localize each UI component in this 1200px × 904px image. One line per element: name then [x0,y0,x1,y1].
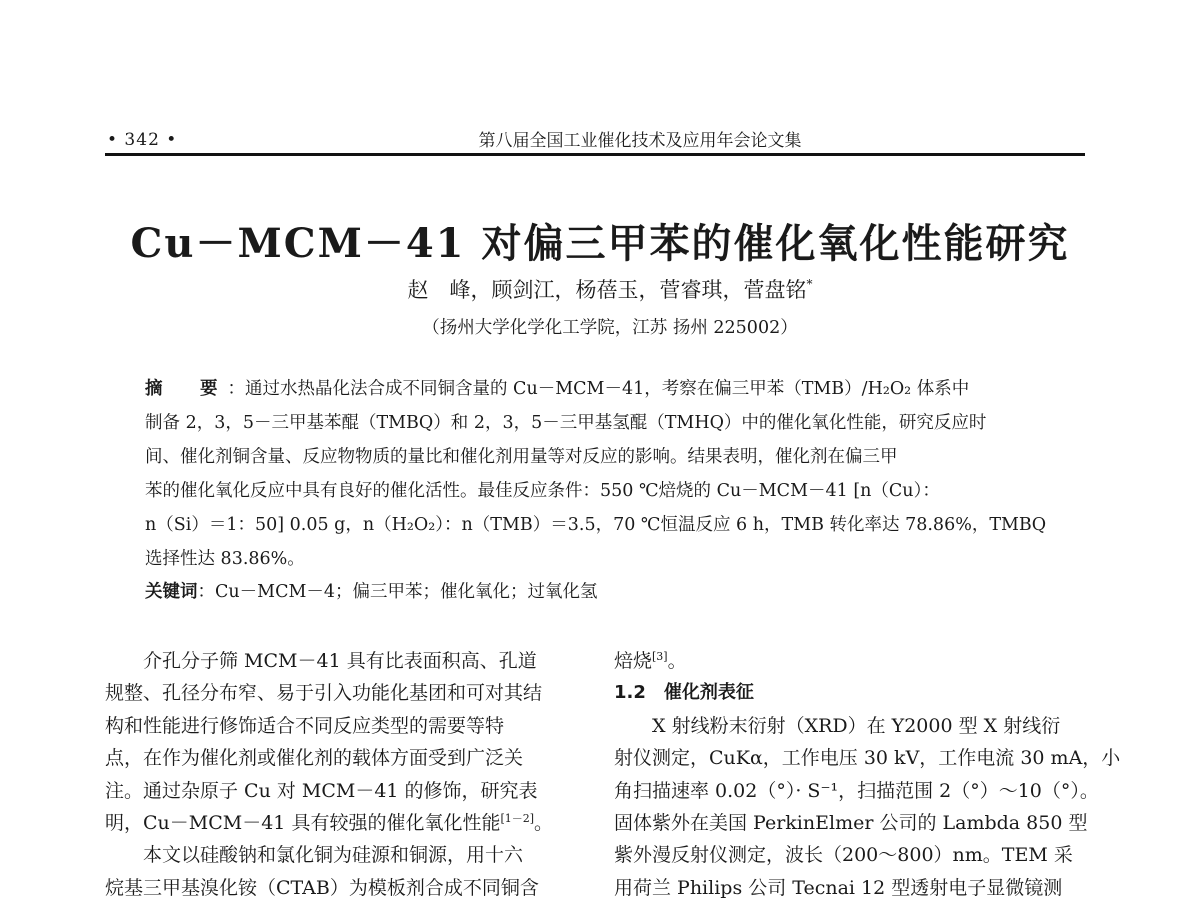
body-line: 点，在作为催化剂或催化剂的载体方面受到广泛关 [105,747,524,770]
body-line: X 射线粉末衍射（XRD）在 Y2000 型 X 射线衍 [652,714,1061,737]
body-line [105,807,579,839]
body-right-column [614,645,1121,904]
citation-ref: [3] [652,650,668,663]
body-line: 射仪测定，CuKα，工作电压 30 kV，工作电流 30 mA，小 [614,747,1121,770]
corresponding-author-mark: * [806,277,813,291]
journal-title: 第八届全国工业催化技术及应用年会论文集 [478,131,802,151]
body-line: 本文以硅酸钠和氯化铜为硅源和铜源，用十六 [143,844,524,867]
abstract-line: 间、催化剂铜含量、反应物物质的量比和催化剂用量等对反应的影响。结果表明，催化剂在偏三甲 [145,447,898,467]
body-line: 用荷兰 Philips 公司 Tecnai 12 型透射电子显微镜测 [614,876,1063,899]
header-rule [105,153,1085,156]
body-line-text: 焙烧 [614,650,653,672]
body-line: 角扫描速率 0.02（°）· S⁻¹，扫描范围 2（°）～10（°）。 [614,779,1099,802]
body-line: 构和性能进行修饰适合不同反应类型的需要等特 [105,714,505,737]
abstract-line: 苯的催化氧化反应中具有良好的催化活性。最佳反应条件：550 ℃焙烧的 Cu－MCM－41 [n（Cu）： [145,481,940,501]
abstract [145,372,1050,576]
abstract-line: 选择性达 83.86%。 [145,549,305,569]
body-line-punct: 。 [534,811,554,834]
paper-title: Cu－MCM－41 对偏三甲苯的催化氧化性能研究 [130,220,1070,267]
body-line: 介孔分子筛 MCM－41 具有比表面积高、孔道 [143,650,537,672]
keywords-text: ：Cu－MCM－4；偏三甲苯；催化氧化；过氧化氢 [197,582,598,602]
section-heading: 1.2 催化剂表征 [614,682,754,704]
abstract-line [145,372,1050,406]
page-number: • 342 • [107,130,178,150]
citation-ref: [1－2] [500,811,535,825]
abstract-line: n（Si）＝1：50] 0.05 g，n（H₂O₂）：n（TMB）＝3.5，70 ℃恒温反应 6 h，TMB 转化率达 78.86%，TMBQ [145,515,1047,535]
body-line: 固体紫外在美国 PerkinElmer 公司的 Lambda 850 型 [614,811,1088,834]
body-line: 紫外漫反射仪测定，波长（200～800）nm。TEM 采 [614,844,1073,867]
abstract-line: 制备 2，3，5－三甲基苯醌（TMBQ）和 2，3，5－三甲基氢醌（TMHQ）中的催化氧化性能，研究反应时 [145,413,987,433]
affiliation: （扬州大学化学化工学院，江苏 扬州 225002） [422,318,798,338]
body-line: 烷基三甲基溴化铵（CTAB）为模板剂合成不同铜含 [105,876,539,899]
body-left-column [105,645,579,904]
running-header [105,126,1085,156]
body-line: 注。通过杂原子 Cu 对 MCM－41 的修饰，研究表 [105,779,538,802]
keywords-label: 关键词 [145,582,198,602]
body-line-text: 明，Cu－MCM－41 具有较强的催化氧化性能 [105,811,501,834]
author-list [0,274,1200,304]
keywords [145,577,1050,607]
body-line-punct: 。 [667,650,687,672]
abstract-label: 摘 要 [145,379,228,399]
body-line [614,645,1086,677]
author-names: 赵 峰，顾剑江，杨蓓玉，菅睿琪，菅盘铭 [407,278,807,302]
body-line: 规整、孔径分布窄、易于引入功能化基团和可对其结 [105,682,543,705]
abstract-line-text: ：通过水热晶化法合成不同铜含量的 Cu－MCM－41，考察在偏三甲苯（TMB）/H₂O₂ 体系中 [227,379,970,399]
